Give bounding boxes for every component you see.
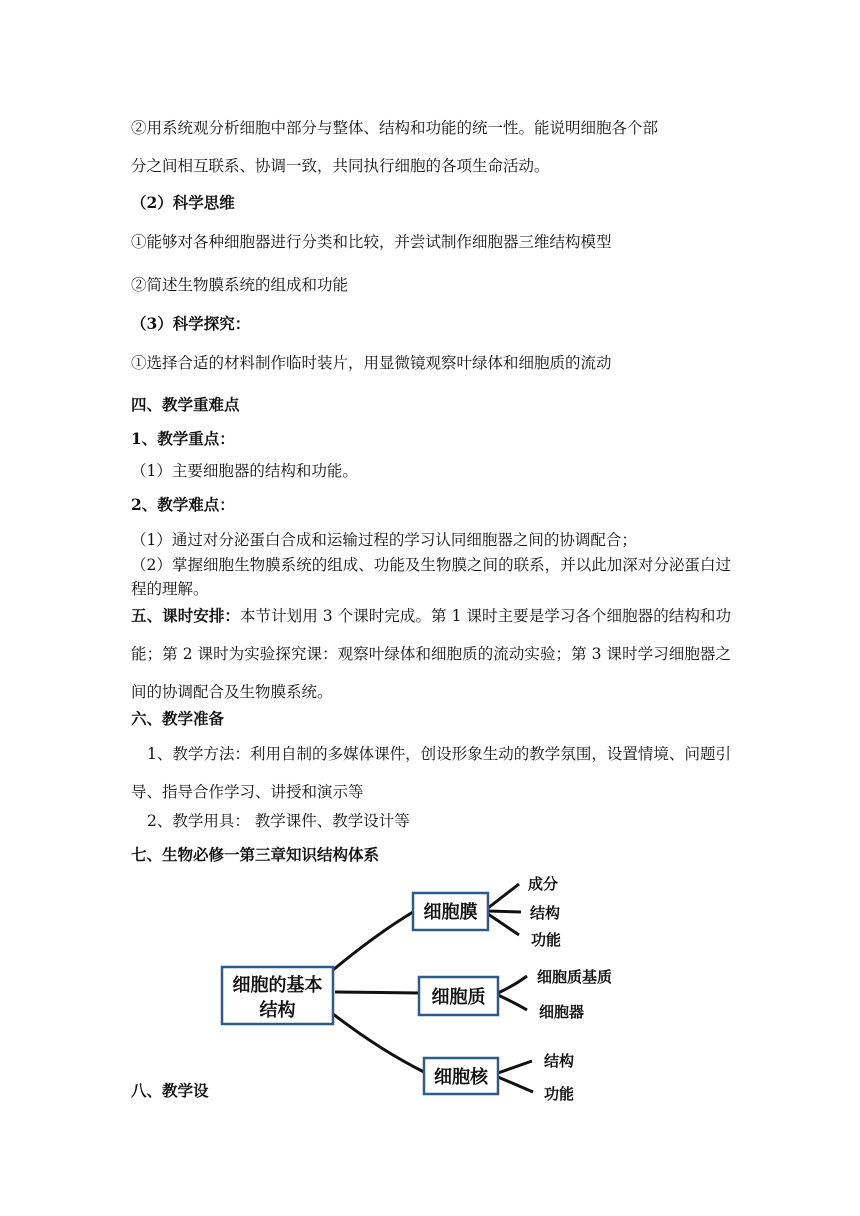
cytoplasm-label: 细胞质 — [431, 987, 486, 1008]
connector-cytoplasm-item-1 — [498, 976, 527, 993]
nucleus-label: 细胞核 — [434, 1067, 488, 1088]
connector-root-membrane — [333, 912, 413, 970]
prep-method: 1、教学方法：利用自制的多媒体课件，创设形象生动的教学氛围，设置情境、问题引导、指导合作学习、讲授和演示等 — [131, 745, 731, 801]
heading-difficulty: 2、教学难点： — [131, 495, 235, 514]
nucleus-item-2: 功能 — [544, 1085, 575, 1103]
heading-teaching-design: 八、教学设 — [131, 1081, 209, 1100]
connector-nucleus-item-1 — [498, 1061, 532, 1073]
connector-nucleus-item-2 — [498, 1077, 533, 1092]
schedule-label: 五、课时安排： — [131, 606, 240, 625]
thinking-item-2: ②简述生物膜系统的组成和功能 — [131, 276, 349, 294]
heading-scientific-inquiry: （3）科学探究： — [131, 314, 251, 333]
nucleus-item-1: 结构 — [544, 1052, 575, 1070]
membrane-item-1: 成分 — [528, 875, 559, 893]
heading-key-points: 四、教学重难点 — [131, 395, 240, 414]
cytoplasm-item-1: 细胞质基质 — [537, 968, 613, 986]
prep-tools: 2、教学用具： 教学课件、教学设计等 — [147, 812, 410, 830]
objective-line-2a: ②用系统观分析细胞中部分与整体、结构和功能的统一性。能说明细胞各个部 — [131, 119, 659, 137]
objective-line-2b: 分之间相互联系、协调一致，共同执行细胞的各项生命活动。 — [131, 157, 550, 175]
difficulty-item-1: （1）通过对分泌蛋白合成和运输过程的学习认同细胞器之间的协调配合； — [131, 531, 637, 549]
connector-root-nucleus — [333, 1014, 424, 1072]
difficulty-item-2: （2）掌握细胞生物膜系统的组成、功能及生物膜之间的联系，并以此加深对分泌蛋白过程的理解。 — [131, 556, 731, 598]
root-label-line1: 细胞的基本 — [232, 975, 323, 996]
connector-membrane-item-3 — [488, 914, 519, 935]
heading-focus: 1、教学重点： — [131, 429, 235, 448]
membrane-item-2: 结构 — [530, 904, 561, 922]
connector-cytoplasm-item-2 — [498, 995, 527, 1010]
connector-root-cytoplasm — [335, 992, 419, 993]
schedule-text: 本节计划用 3 个课时完成。第 1 课时主要是学习各个细胞器的结构和功能；第 2 课时为实验探究课：观察叶绿体和细胞质的流动实验；第 3 课时学习细胞器之间的协调配合及生物膜系统。 — [131, 607, 731, 701]
connector-membrane-item-1 — [488, 884, 519, 908]
focus-item-1: （1）主要细胞器的结构和功能。 — [131, 462, 358, 480]
thinking-item-1: ①能够对各种细胞器进行分类和比较，并尝试制作细胞器三维结构模型 — [131, 233, 612, 251]
inquiry-item-1: ①选择合适的材料制作临时装片，用显微镜观察叶绿体和细胞质的流动 — [131, 354, 612, 372]
cytoplasm-item-2: 细胞器 — [539, 1003, 585, 1021]
heading-preparation: 六、教学准备 — [131, 709, 225, 728]
membrane-label: 细胞膜 — [423, 902, 478, 923]
membrane-item-3: 功能 — [531, 931, 562, 949]
heading-scientific-thinking: （2）科学思维 — [131, 193, 235, 212]
root-label-line2: 结构 — [259, 1000, 296, 1021]
connector-membrane-item-2 — [488, 911, 521, 912]
heading-knowledge-structure: 七、生物必修一第三章知识结构体系 — [131, 845, 380, 864]
